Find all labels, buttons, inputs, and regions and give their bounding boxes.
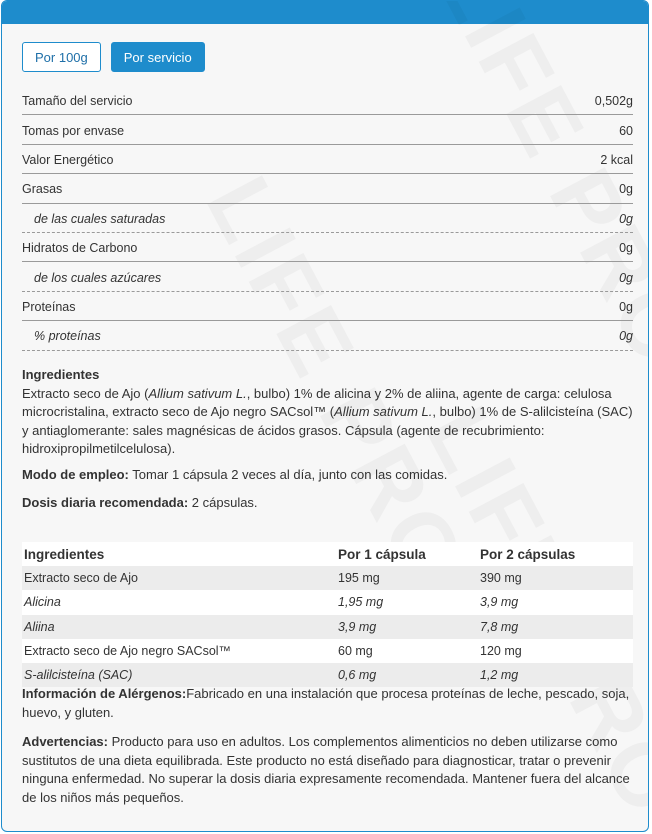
nutrition-row <box>22 174 633 203</box>
nutrition-row <box>22 115 633 144</box>
table-row <box>22 566 633 590</box>
nutrient-value: 0g <box>619 182 633 197</box>
ingredient-name: Extracto seco de Ajo <box>24 571 138 586</box>
table-row <box>22 615 633 639</box>
nutrition-subrow <box>22 204 633 233</box>
amount-two-capsules: 120 mg <box>480 644 522 659</box>
nutrient-label: de las cuales saturadas <box>34 211 166 226</box>
ingredients-text <box>22 385 634 459</box>
nutrient-label: Valor Energético <box>22 152 114 167</box>
nutrient-label: Hidratos de Carbono <box>22 241 138 256</box>
nutrient-value: 0,502g <box>594 94 633 109</box>
nutrient-label: Tomas por envase <box>22 123 125 138</box>
daily-dose <box>22 494 634 513</box>
amount-one-capsule: 195 mg <box>338 571 380 586</box>
ingredients-text-part: , bulbo) 1% de S-alilcisteína (SAC) y antiaglomerante: sales magnésicas de ácidos grasos. Cápsula (agente de recubrimiento: hidroxipropilmetilcelulosa). <box>22 404 633 457</box>
nutrient-label: % proteínas <box>34 329 101 344</box>
serving-tabs <box>22 42 205 72</box>
nutrient-value: 0g <box>619 299 633 314</box>
warnings-text: Producto para uso en adultos. Los complementos alimenticios no deben utilizarse como sustitutos de una dieta equilibrada. Este producto no está diseñado para diagnosticar, tratar o prevenir ninguna enfermedad. No superar la dosis diaria expresamente recomendada. Mantener fuera del alcance de los niños más pequeños. <box>22 734 630 805</box>
daily-dose-text: 2 cápsulas. <box>188 495 258 510</box>
amount-two-capsules: 7,8 mg <box>480 619 519 634</box>
nutrition-row <box>22 145 633 174</box>
amount-two-capsules: 3,9 mg <box>480 595 519 610</box>
ingredients-latin-name: Allium sativum L. <box>148 385 247 401</box>
daily-dose-label: Dosis diaria recomendada: <box>22 495 189 510</box>
allergen-info <box>22 685 634 722</box>
tab-per-serving[interactable]: Por servicio <box>111 42 205 72</box>
ingredient-name: Extracto seco de Ajo negro SACsol™ <box>24 644 232 659</box>
ingredients-latin-name: Allium sativum L. <box>334 404 433 420</box>
ingredients-section <box>22 366 634 459</box>
table-row <box>22 663 633 687</box>
ingredient-name: S-alilcisteína (SAC) <box>24 668 133 683</box>
allergen-text: Fabricado en una instalación que procesa proteínas de leche, pescado, soja, huevo, y gluten. <box>22 686 630 720</box>
table-header-row <box>22 542 633 566</box>
nutrient-label: Tamaño del servicio <box>22 94 133 109</box>
nutrient-value: 0g <box>619 241 633 256</box>
nutrient-value: 0g <box>619 329 633 344</box>
amount-two-capsules: 390 mg <box>480 571 522 586</box>
nutrition-row <box>22 86 633 115</box>
amount-one-capsule: 3,9 mg <box>338 619 377 634</box>
nutrient-label: de los cuales azúcares <box>34 270 162 285</box>
warnings <box>22 733 634 807</box>
ingredients-heading: Ingredientes <box>22 367 100 382</box>
ingredients-text-part: , bulbo) 1% de alicina y 2% de aliina, agente de carga: celulosa microcristalina, extracto seco de Ajo negro SACsol™ ( <box>22 385 612 420</box>
nutrition-subrow <box>22 321 633 350</box>
nutrition-row <box>22 292 633 321</box>
amount-one-capsule: 1,95 mg <box>338 595 384 610</box>
ingredient-name: Alicina <box>24 595 61 610</box>
tab-per-100g[interactable]: Por 100g <box>22 42 101 72</box>
warnings-label: Advertencias: <box>22 734 108 749</box>
table-row <box>22 590 633 614</box>
nutrient-value: 0g <box>619 211 633 226</box>
usage-label: Modo de empleo: <box>22 467 129 482</box>
nutrition-row <box>22 233 633 262</box>
nutrient-value: 0g <box>619 270 633 285</box>
nutrition-table <box>22 86 633 351</box>
amount-one-capsule: 60 mg <box>338 644 373 659</box>
amount-two-capsules: 1,2 mg <box>480 668 519 683</box>
ingredients-table <box>22 542 633 687</box>
panel-top-bar <box>2 1 648 24</box>
column-header: Por 1 cápsula <box>338 546 426 562</box>
column-header: Ingredientes <box>24 546 105 562</box>
nutrient-value: 60 <box>619 123 633 138</box>
ingredients-text-part: Extracto seco de Ajo ( <box>22 385 149 401</box>
allergen-label: Información de Alérgenos: <box>22 686 187 701</box>
nutrient-value: 2 kcal <box>600 152 633 167</box>
table-row <box>22 639 633 663</box>
nutrition-panel <box>1 0 649 832</box>
nutrient-label: Grasas <box>22 182 63 197</box>
nutrition-subrow <box>22 262 633 291</box>
nutrient-label: Proteínas <box>22 299 76 314</box>
column-header: Por 2 cápsulas <box>480 546 576 562</box>
usage-instructions <box>22 466 634 485</box>
ingredient-name: Aliina <box>24 619 55 634</box>
usage-text: Tomar 1 cápsula 2 veces al día, junto con las comidas. <box>128 467 448 482</box>
amount-one-capsule: 0,6 mg <box>338 668 377 683</box>
